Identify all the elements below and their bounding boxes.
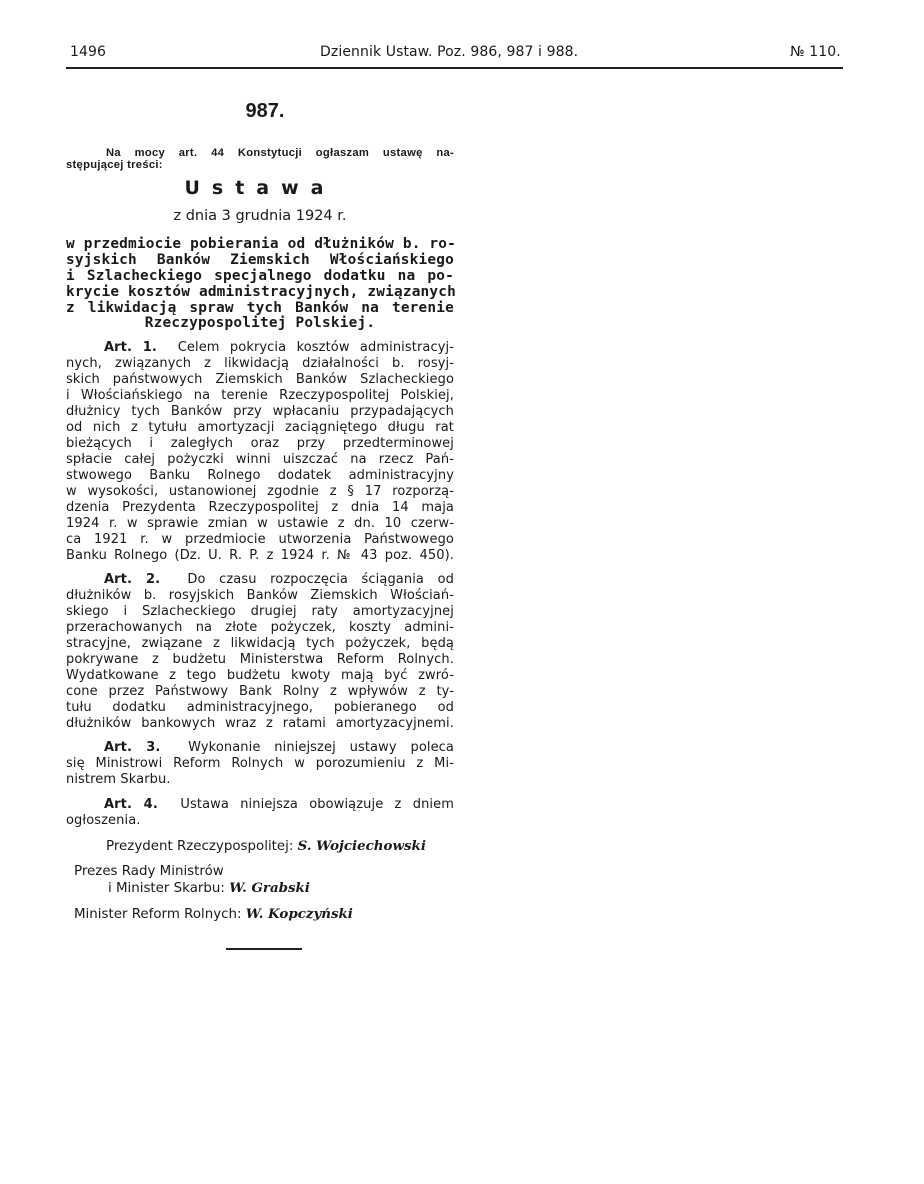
article-line: spłacie całej pożyczki winni uiszczać na rzecz Pań- xyxy=(66,452,454,467)
signature-role: Prezydent Rzeczypospolitej: xyxy=(106,839,294,854)
subject-line: z likwidacją spraw tych Banków na terenie xyxy=(66,300,454,316)
article-label: Art. 2. xyxy=(104,572,161,587)
article-line: od nich z tytułu amortyzacji zaciągniętego długu rat xyxy=(66,420,454,435)
article-line: dłużników bankowych wraz z ratami amortyzacyjnemi. xyxy=(66,716,454,731)
article-line: przerachowanych na złote pożyczek, koszty admini- xyxy=(66,620,454,635)
signature-prime-minister xyxy=(108,880,310,896)
article-line: bieżących i zaległych oraz przy przedterminowej xyxy=(66,436,454,451)
article-label: Art. 4. xyxy=(104,797,158,812)
article-line: Banku Rolnego (Dz. U. R. P. z 1924 r. № 43 poz. 450). xyxy=(66,548,454,563)
intro-line: stępującej treści: xyxy=(66,159,163,171)
article-line: stracyjne, związane z likwidacją tych pożyczek, będą xyxy=(66,636,454,651)
intro-line: Na mocy art. 44 Konstytucji ogłaszam ustawę na- xyxy=(106,147,454,159)
page-number: 1496 xyxy=(70,44,107,60)
journal-title: Dziennik Ustaw. Poz. 986, 987 i 988. xyxy=(320,44,579,60)
document-title: Ustawa xyxy=(184,177,336,199)
article-line: 1924 r. w sprawie zmian w ustawie z dn. 10 czerw- xyxy=(66,516,454,531)
header-rule xyxy=(66,67,843,69)
article-3-first-line: Art. 3. Wykonanie niniejszej ustawy poleca xyxy=(104,740,454,755)
article-line: ca 1921 r. w przedmiocie utworzenia Państwowego xyxy=(66,532,454,547)
article-line: pokrywane z budżetu Ministerstwa Reform Rolnych. xyxy=(66,652,454,667)
signature-role: i Minister Skarbu: xyxy=(108,881,225,896)
article-line: tułu dodatku administracyjnego, pobieranego od xyxy=(66,700,454,715)
closing-rule xyxy=(226,948,302,950)
subject-line: Rzeczypospolitej Polskiej. xyxy=(144,315,376,331)
article-line: nych, związanych z likwidacją działalności b. rosyj- xyxy=(66,356,454,371)
subject-line: krycie kosztów administracyjnych, związanych xyxy=(66,284,457,300)
article-line: dłużnicy tych Banków przy wpłacaniu przypadających xyxy=(66,404,454,419)
article-line: cone przez Państwowy Bank Rolny z wpływów z ty- xyxy=(66,684,454,699)
article-line: w wysokości, ustanowionej zgodnie z § 17 rozporzą- xyxy=(66,484,454,499)
signature-president xyxy=(106,838,426,854)
article-line: ogłoszenia. xyxy=(66,813,141,828)
issue-number: № 110. xyxy=(790,44,841,60)
article-2-first-line: Art. 2. Do czasu rozpoczęcia ściągania od xyxy=(104,572,454,587)
position-number: 987. xyxy=(245,100,285,122)
article-4-first-line: Art. 4. Ustawa niniejsza obowiązuje z dniem xyxy=(104,797,454,812)
article-line: stwowego Banku Rolnego dodatek administracyjny xyxy=(66,468,454,483)
article-line: się Ministrowi Reform Rolnych w porozumieniu z Mi- xyxy=(66,756,454,771)
article-line: i Włościańskiego na terenie Rzeczypospolitej Polskiej, xyxy=(66,388,454,403)
subject-line: syjskich Banków Ziemskich Włościańskiego xyxy=(66,252,454,268)
signature-name: W. Kopczyński xyxy=(245,906,353,922)
article-line: skiego i Szlacheckiego drugiej raty amortyzacyjnej xyxy=(66,604,454,619)
article-1-first-line: Art. 1. Celem pokrycia kosztów administracyj- xyxy=(104,340,454,355)
article-line: nistrem Skarbu. xyxy=(66,772,171,787)
signature-name: W. Grabski xyxy=(229,880,310,896)
article-line: skich państwowych Ziemskich Banków Szlacheckiego xyxy=(66,372,454,387)
article-line: dłużników b. rosyjskich Banków Ziemskich Włościań- xyxy=(66,588,454,603)
article-label: Art. 3. xyxy=(104,740,161,755)
article-label: Art. 1. xyxy=(104,340,157,355)
signature-role: Minister Reform Rolnych: xyxy=(74,907,242,922)
subject-line: i Szlacheckiego specjalnego dodatku na po- xyxy=(66,268,454,284)
article-line: Wydatkowane z tego budżetu kwoty mają być zwró- xyxy=(66,668,454,683)
signature-name: S. Wojciechowski xyxy=(297,838,426,854)
signature-role-line: Prezes Rady Ministrów xyxy=(74,864,224,879)
signature-agrarian-minister xyxy=(74,906,353,922)
article-line: dzenia Prezydenta Rzeczypospolitej z dnia 14 maja xyxy=(66,500,454,515)
subject-line: w przedmiocie pobierania od dłużników b. ro- xyxy=(66,236,457,252)
document-date: z dnia 3 grudnia 1924 r. xyxy=(173,208,347,224)
